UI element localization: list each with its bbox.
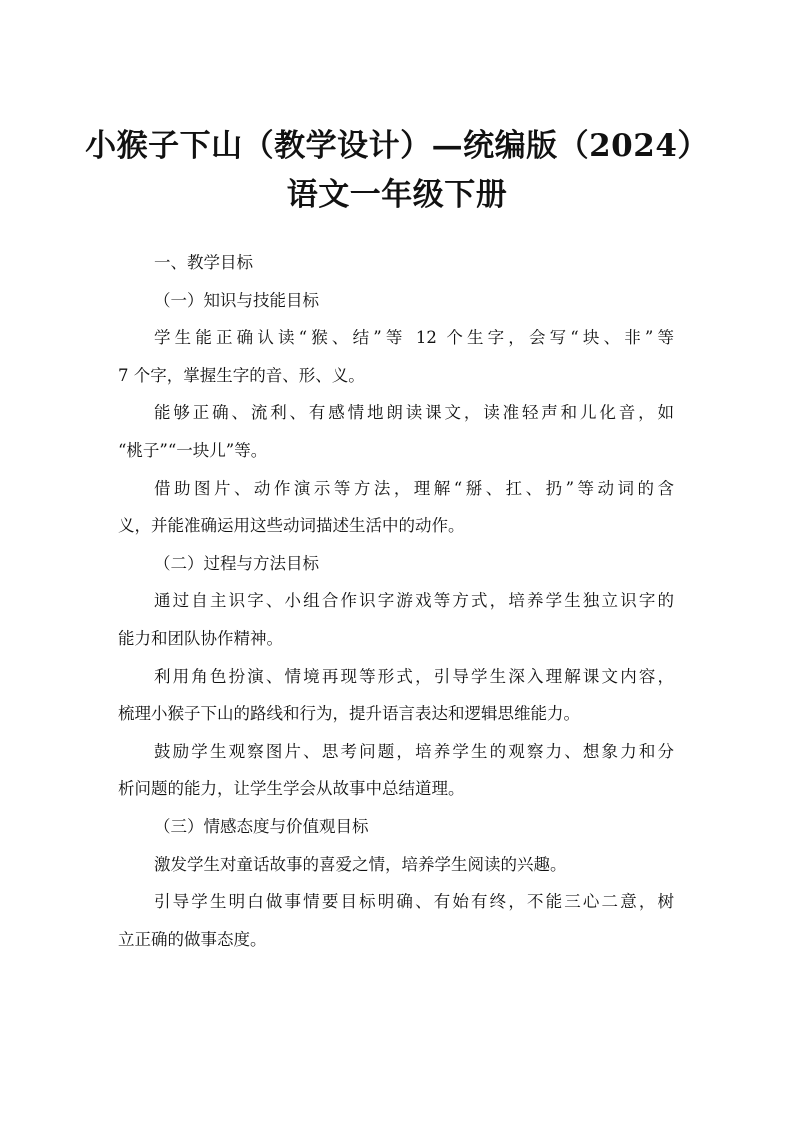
text-line: （一）知识与技能目标 — [154, 290, 319, 310]
text-line: 析问题的能力，让学生学会从故事中总结道理。 — [118, 779, 465, 799]
text-line: 能够正确、流利、有感情地朗读课文，读准轻声和儿化音，如 — [154, 403, 674, 423]
text-line: 立正确的做事态度。 — [118, 929, 267, 949]
text-line: “桃子”“一块儿”等。 — [118, 440, 268, 460]
document-title-line-1: 小猴子下山（教学设计）—统编版（2024） — [85, 128, 709, 164]
text-line: 7 个字，掌握生字的音、形、义。 — [118, 365, 365, 385]
document-title-line-2: 语文一年级下册 — [286, 177, 508, 213]
text-line: （三）情感态度与价值观目标 — [154, 816, 369, 836]
text-line: 通过自主识字、小组合作识字游戏等方式，培养学生独立识字的 — [154, 591, 674, 611]
document-body — [118, 244, 674, 958]
text-line: 激发学生对童话故事的喜爱之情，培养学生阅读的兴趣。 — [154, 854, 567, 874]
text-line: 借助图片、动作演示等方法，理解“掰、扛、扔”等动词的含 — [154, 478, 674, 498]
text-line: 引导学生明白做事情要目标明确、有始有终，不能三心二意，树 — [154, 892, 674, 912]
text-line: 义，并能准确运用这些动词描述生活中的动作。 — [118, 516, 465, 536]
text-line: （二）过程与方法目标 — [154, 553, 319, 573]
text-line: 利用角色扮演、情境再现等形式，引导学生深入理解课文内容， — [154, 666, 674, 686]
text-line: 鼓励学生观察图片、思考问题，培养学生的观察力、想象力和分 — [154, 741, 674, 761]
text-line: 一、教学目标 — [154, 253, 253, 272]
text-line: 能力和团队协作精神。 — [118, 628, 283, 648]
text-line: 梳理小猴子下山的路线和行为，提升语言表达和逻辑思维能力。 — [118, 704, 580, 724]
text-line: 学生能正确认读“猴、结”等 12 个生字，会写“块、非”等 — [154, 328, 674, 348]
